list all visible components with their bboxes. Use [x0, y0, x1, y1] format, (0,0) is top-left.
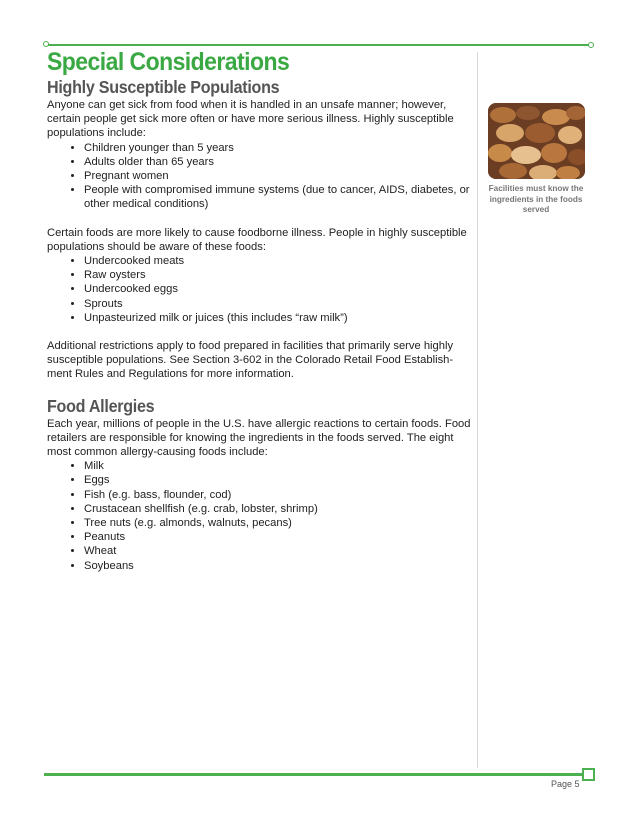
top-rule-endpoint-right — [588, 42, 594, 48]
list-item: • Pregnant women — [84, 169, 472, 183]
susceptible-intro: Anyone can get sick from food when it is handled in an unsafe manner; however, certain people get sick more often or have more serious illness. Highly susceptible populations include: — [47, 99, 454, 140]
top-rule — [46, 44, 591, 46]
bottom-rule — [44, 773, 584, 776]
top-rule-endpoint-left — [43, 41, 49, 47]
list-item: • Children younger than 5 years — [84, 141, 472, 155]
foods-list — [47, 254, 472, 325]
sidebar — [486, 103, 586, 216]
additional-restrictions: Additional restrictions apply to food prepared in facilities that primarily serve highly susceptible populations. See Section 3-602 in the Colorado Retail Food Establish- ment Rules and Regulations for more information. — [47, 340, 454, 381]
list-item: • Raw oysters — [84, 268, 472, 282]
susceptible-list — [47, 141, 472, 212]
list-item: • Unpasteurized milk or juices (this includes “raw milk”) — [84, 311, 472, 325]
mixed-nuts-photo — [488, 103, 585, 179]
list-item: • Soybeans — [84, 559, 472, 573]
foods-intro: Certain foods are more likely to cause foodborne illness. People in highly susceptible populations should be aware of these foods: — [47, 226, 467, 253]
list-item: • Peanuts — [84, 530, 472, 544]
list-item: • Milk — [84, 459, 472, 473]
bottom-rule-endpoint-box — [582, 768, 595, 781]
section-heading-allergies: Food Allergies — [47, 395, 155, 416]
list-item: • Tree nuts (e.g. almonds, walnuts, pecans) — [84, 516, 472, 530]
allergens-list — [47, 459, 472, 573]
list-item: • People with compromised immune systems (due to cancer, AIDS, diabetes, or other medical conditions) — [84, 183, 472, 211]
list-item: • Fish (e.g. bass, flounder, cod) — [84, 488, 472, 502]
main-content — [47, 48, 472, 573]
sidebar-divider — [477, 52, 478, 768]
list-item: • Sprouts — [84, 297, 472, 311]
list-item: • Undercooked meats — [84, 254, 472, 268]
page-number: Page 5 — [551, 779, 580, 789]
list-item: • Wheat — [84, 544, 472, 558]
photo-caption: Facilities must know the ingredients in the foods served — [488, 184, 584, 214]
list-item: • Undercooked eggs — [84, 282, 472, 296]
list-item: • Crustacean shellfish (e.g. crab, lobster, shrimp) — [84, 502, 472, 516]
allergies-intro: Each year, millions of people in the U.S. have allergic reactions to certain foods. Food retailers are responsible for knowing the ingredients in the foods served. The eight most common allergy-causing foods include: — [47, 417, 471, 459]
list-item: • Adults older than 65 years — [84, 155, 472, 169]
list-item: • Eggs — [84, 473, 472, 487]
section-heading-susceptible: Highly Susceptible Populations — [47, 77, 280, 97]
page-title: Special Considerations — [47, 48, 290, 76]
